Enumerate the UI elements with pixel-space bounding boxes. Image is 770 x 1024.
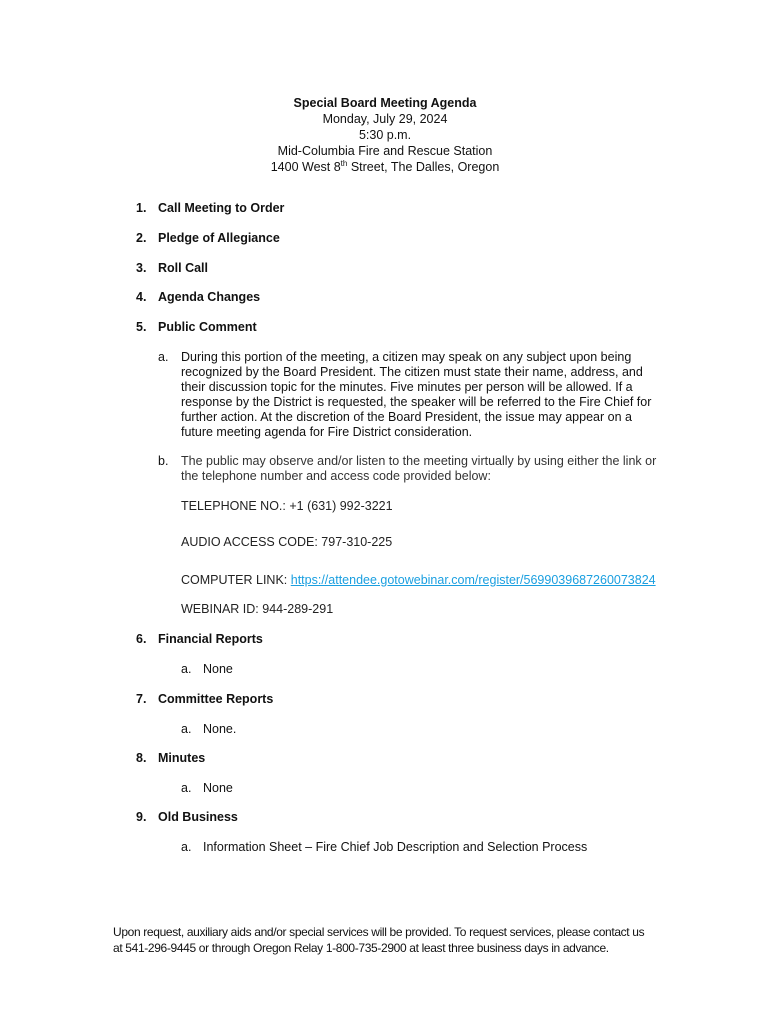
item-number: 9. [136, 810, 147, 824]
item-number: 2. [136, 231, 147, 245]
meeting-location: Mid-Columbia Fire and Rescue Station [277, 144, 493, 158]
webinar-link[interactable]: https://attendee.gotowebinar.com/register/5699039687260073824 [290, 573, 656, 587]
item-number: 4. [136, 290, 147, 304]
accessibility-notice [113, 924, 673, 956]
sub-letter: a. [181, 662, 192, 676]
computer-link-label: COMPUTER LINK: [181, 573, 291, 587]
sub-letter: a. [181, 840, 192, 854]
agenda-title: Special Board Meeting Agenda [293, 96, 477, 110]
agenda-item-agenda-changes [136, 290, 260, 304]
agenda-item-pledge [136, 231, 280, 245]
sub-text: Information Sheet – Fire Chief Job Description and Selection Process [203, 840, 588, 854]
audio-access-code: AUDIO ACCESS CODE: 797-310-225 [181, 535, 393, 549]
sub-text: None [203, 662, 233, 676]
public-comment-b-text: The public may observe and/or listen to the meeting virtually by using either the link or the telephone number and access code provided below: [181, 454, 657, 483]
agenda-item-committee-reports [136, 692, 273, 706]
sub-letter: a. [181, 722, 192, 736]
committee-reports-a [181, 722, 236, 736]
telephone-number: TELEPHONE NO.: +1 (631) 992-3221 [181, 499, 393, 513]
footer-line-1: Upon request, auxiliary aids and/or special services will be provided. To request services, please contact us [113, 925, 645, 939]
item-number: 5. [136, 320, 147, 334]
meeting-address [0, 159, 770, 175]
sub-letter: b. [158, 454, 169, 468]
sub-text: None. [203, 722, 237, 736]
agenda-item-minutes [136, 751, 205, 765]
item-label: Roll Call [158, 261, 209, 275]
item-number: 8. [136, 751, 147, 765]
minutes-a [181, 781, 233, 795]
public-comment-b [158, 454, 658, 484]
computer-link-line [181, 573, 656, 587]
public-comment-a [158, 350, 658, 440]
address-prefix: 1400 West 8 [270, 160, 341, 174]
meeting-date: Monday, July 29, 2024 [322, 112, 448, 126]
agenda-item-financial-reports [136, 632, 263, 646]
item-label: Agenda Changes [158, 290, 261, 304]
address-suffix: Street, The Dalles, Oregon [347, 160, 500, 174]
item-label: Minutes [158, 751, 206, 765]
item-number: 7. [136, 692, 147, 706]
agenda-item-public-comment [136, 320, 257, 334]
sub-letter: a. [158, 350, 169, 364]
public-comment-a-text: During this portion of the meeting, a citizen may speak on any subject upon being recognized by the Board President. The citizen must state their name, address, and their discussion topic for the minutes. Five minutes per person will be allowed. If a response by the District is requested, the speaker will be referred to the Fire Chief for further action. At the discretion of the Board President, the issue may appear on a future meeting agenda for Fire District consideration. [181, 350, 652, 439]
item-number: 3. [136, 261, 147, 275]
item-label: Public Comment [158, 320, 257, 334]
meeting-time: 5:30 p.m. [358, 128, 412, 142]
item-label: Committee Reports [158, 692, 274, 706]
sub-text: None [203, 781, 233, 795]
agenda-item-roll-call [136, 261, 208, 275]
item-label: Financial Reports [158, 632, 263, 646]
address-superscript: th [340, 158, 348, 168]
old-business-a [181, 840, 587, 854]
sub-letter: a. [181, 781, 192, 795]
footer-line-2: at 541-296-9445 or through Oregon Relay 1-800-735-2900 at least three business days in advance. [113, 941, 609, 955]
item-number: 6. [136, 632, 147, 646]
agenda-item-old-business [136, 810, 238, 824]
item-label: Call Meeting to Order [158, 201, 285, 215]
agenda-header [0, 95, 770, 175]
item-label: Old Business [158, 810, 238, 824]
agenda-item-call-to-order [136, 201, 284, 215]
webinar-id: WEBINAR ID: 944-289-291 [181, 602, 334, 616]
financial-reports-a [181, 662, 233, 676]
item-number: 1. [136, 201, 147, 215]
item-label: Pledge of Allegiance [158, 231, 280, 245]
